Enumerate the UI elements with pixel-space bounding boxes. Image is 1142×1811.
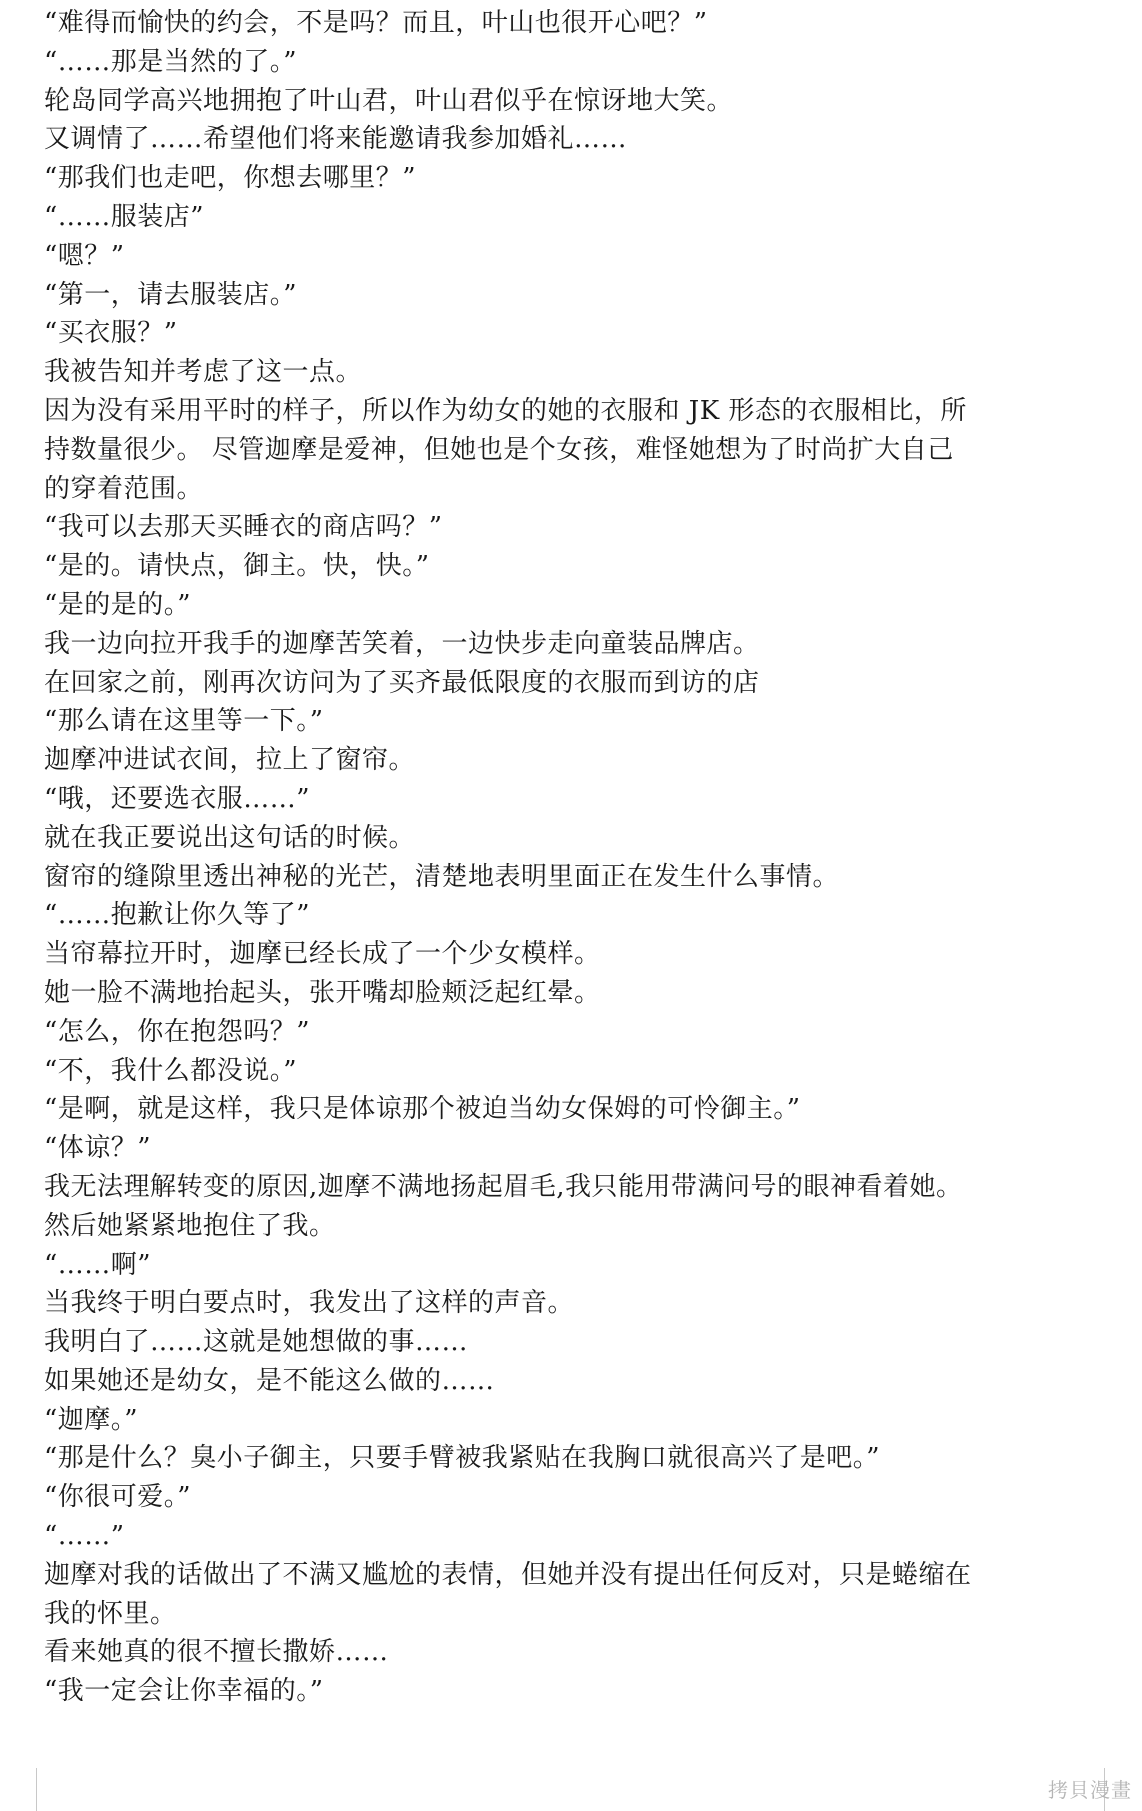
- text-line: “第一，请去服装店。”: [44, 279, 298, 310]
- text-line: “体谅？”: [44, 1133, 152, 1164]
- text-line: 窗帘的缝隙里透出神秘的光芒，清楚地表明里面正在发生什么事情。: [44, 861, 840, 892]
- text-line: “……啊”: [44, 1249, 152, 1280]
- text-line: “买衣服？”: [44, 318, 178, 349]
- text-line: “是啊，就是这样，我只是体谅那个被迫当幼女保姆的可怜御主。”: [44, 1094, 801, 1125]
- text-line: “是的是的。”: [44, 589, 192, 620]
- text-line: “你很可爱。”: [44, 1482, 192, 1513]
- watermark: 拷貝漫畫: [1048, 1778, 1132, 1802]
- text-line: 我一边向拉开我手的迦摩苦笑着，一边快步走向童装品牌店。: [44, 628, 760, 659]
- text-line: 的穿着范围。: [44, 473, 204, 504]
- text-line: 持数量很少。 尽管迦摩是爱神，但她也是个女孩，难怪她想为了时尚扩大自己: [44, 434, 954, 465]
- text-line: 如果她还是幼女，是不能这么做的……: [44, 1365, 495, 1396]
- text-line: “那我们也走吧，你想去哪里？”: [44, 163, 417, 194]
- text-line: 当我终于明白要点时，我发出了这样的声音。: [44, 1288, 575, 1319]
- text-line: “难得而愉快的约会，不是吗？而且，叶山也很开心吧？”: [44, 8, 708, 38]
- text-line: “……抱歉让你久等了”: [44, 900, 311, 931]
- text-line: 她一脸不满地抬起头，张开嘴却脸颊泛起红晕。: [44, 977, 601, 1008]
- text-line: “是的。请快点，御主。快，快。”: [44, 551, 430, 582]
- text-line: 当帘幕拉开时，迦摩已经长成了一个少女模样。: [44, 939, 601, 970]
- text-line: 我被告知并考虑了这一点。: [44, 357, 363, 388]
- text-line: “怎么，你在抱怨吗？”: [44, 1016, 311, 1047]
- text-line: “……”: [44, 1521, 125, 1552]
- text-line: “我可以去那天买睡衣的商店吗？”: [44, 512, 443, 543]
- text-line: 轮岛同学高兴地拥抱了叶山君，叶山君似乎在惊讶地大笑。: [44, 85, 734, 116]
- text-line: 又调情了……希望他们将来能邀请我参加婚礼……: [44, 124, 628, 155]
- text-line: “嗯？”: [44, 240, 125, 271]
- text-line: “那是什么？臭小子御主，只要手臂被我紧贴在我胸口就很高兴了是吧。”: [44, 1443, 881, 1474]
- crop-mark-left: [36, 1768, 37, 1811]
- text-line: “我一定会让你幸福的。”: [44, 1676, 324, 1707]
- text-line: 我明白了……这就是她想做的事……: [44, 1327, 469, 1358]
- text-body: [44, 4, 1100, 1711]
- text-line: “不，我什么都没说。”: [44, 1055, 298, 1086]
- text-line: “那么请在这里等一下。”: [44, 706, 324, 737]
- text-line: “哦，还要选衣服……”: [44, 783, 311, 814]
- text-line: “……那是当然的了。”: [44, 46, 298, 77]
- text-line: 迦摩对我的话做出了不满又尴尬的表情，但她并没有提出任何反对，只是蜷缩在: [44, 1559, 972, 1590]
- text-line: “……服装店”: [44, 201, 205, 232]
- text-line: 迦摩冲进试衣间，拉上了窗帘。: [44, 745, 416, 776]
- text-line: 看来她真的很不擅长撒娇……: [44, 1637, 389, 1668]
- text-line: 然后她紧紧地抱住了我。: [44, 1210, 336, 1241]
- text-line: “迦摩。”: [44, 1404, 139, 1435]
- text-line: 我无法理解转变的原因,迦摩不满地扬起眉毛,我只能用带满问号的眼神看着她。: [44, 1171, 963, 1202]
- text-line: 就在我正要说出这句话的时候。: [44, 822, 416, 853]
- text-line: 我的怀里。: [44, 1598, 177, 1629]
- text-line: 因为没有采用平时的样子，所以作为幼女的她的衣服和 JK 形态的衣服相比，所: [44, 395, 967, 426]
- text-line: 在回家之前，刚再次访问为了买齐最低限度的衣服而到访的店: [44, 667, 760, 698]
